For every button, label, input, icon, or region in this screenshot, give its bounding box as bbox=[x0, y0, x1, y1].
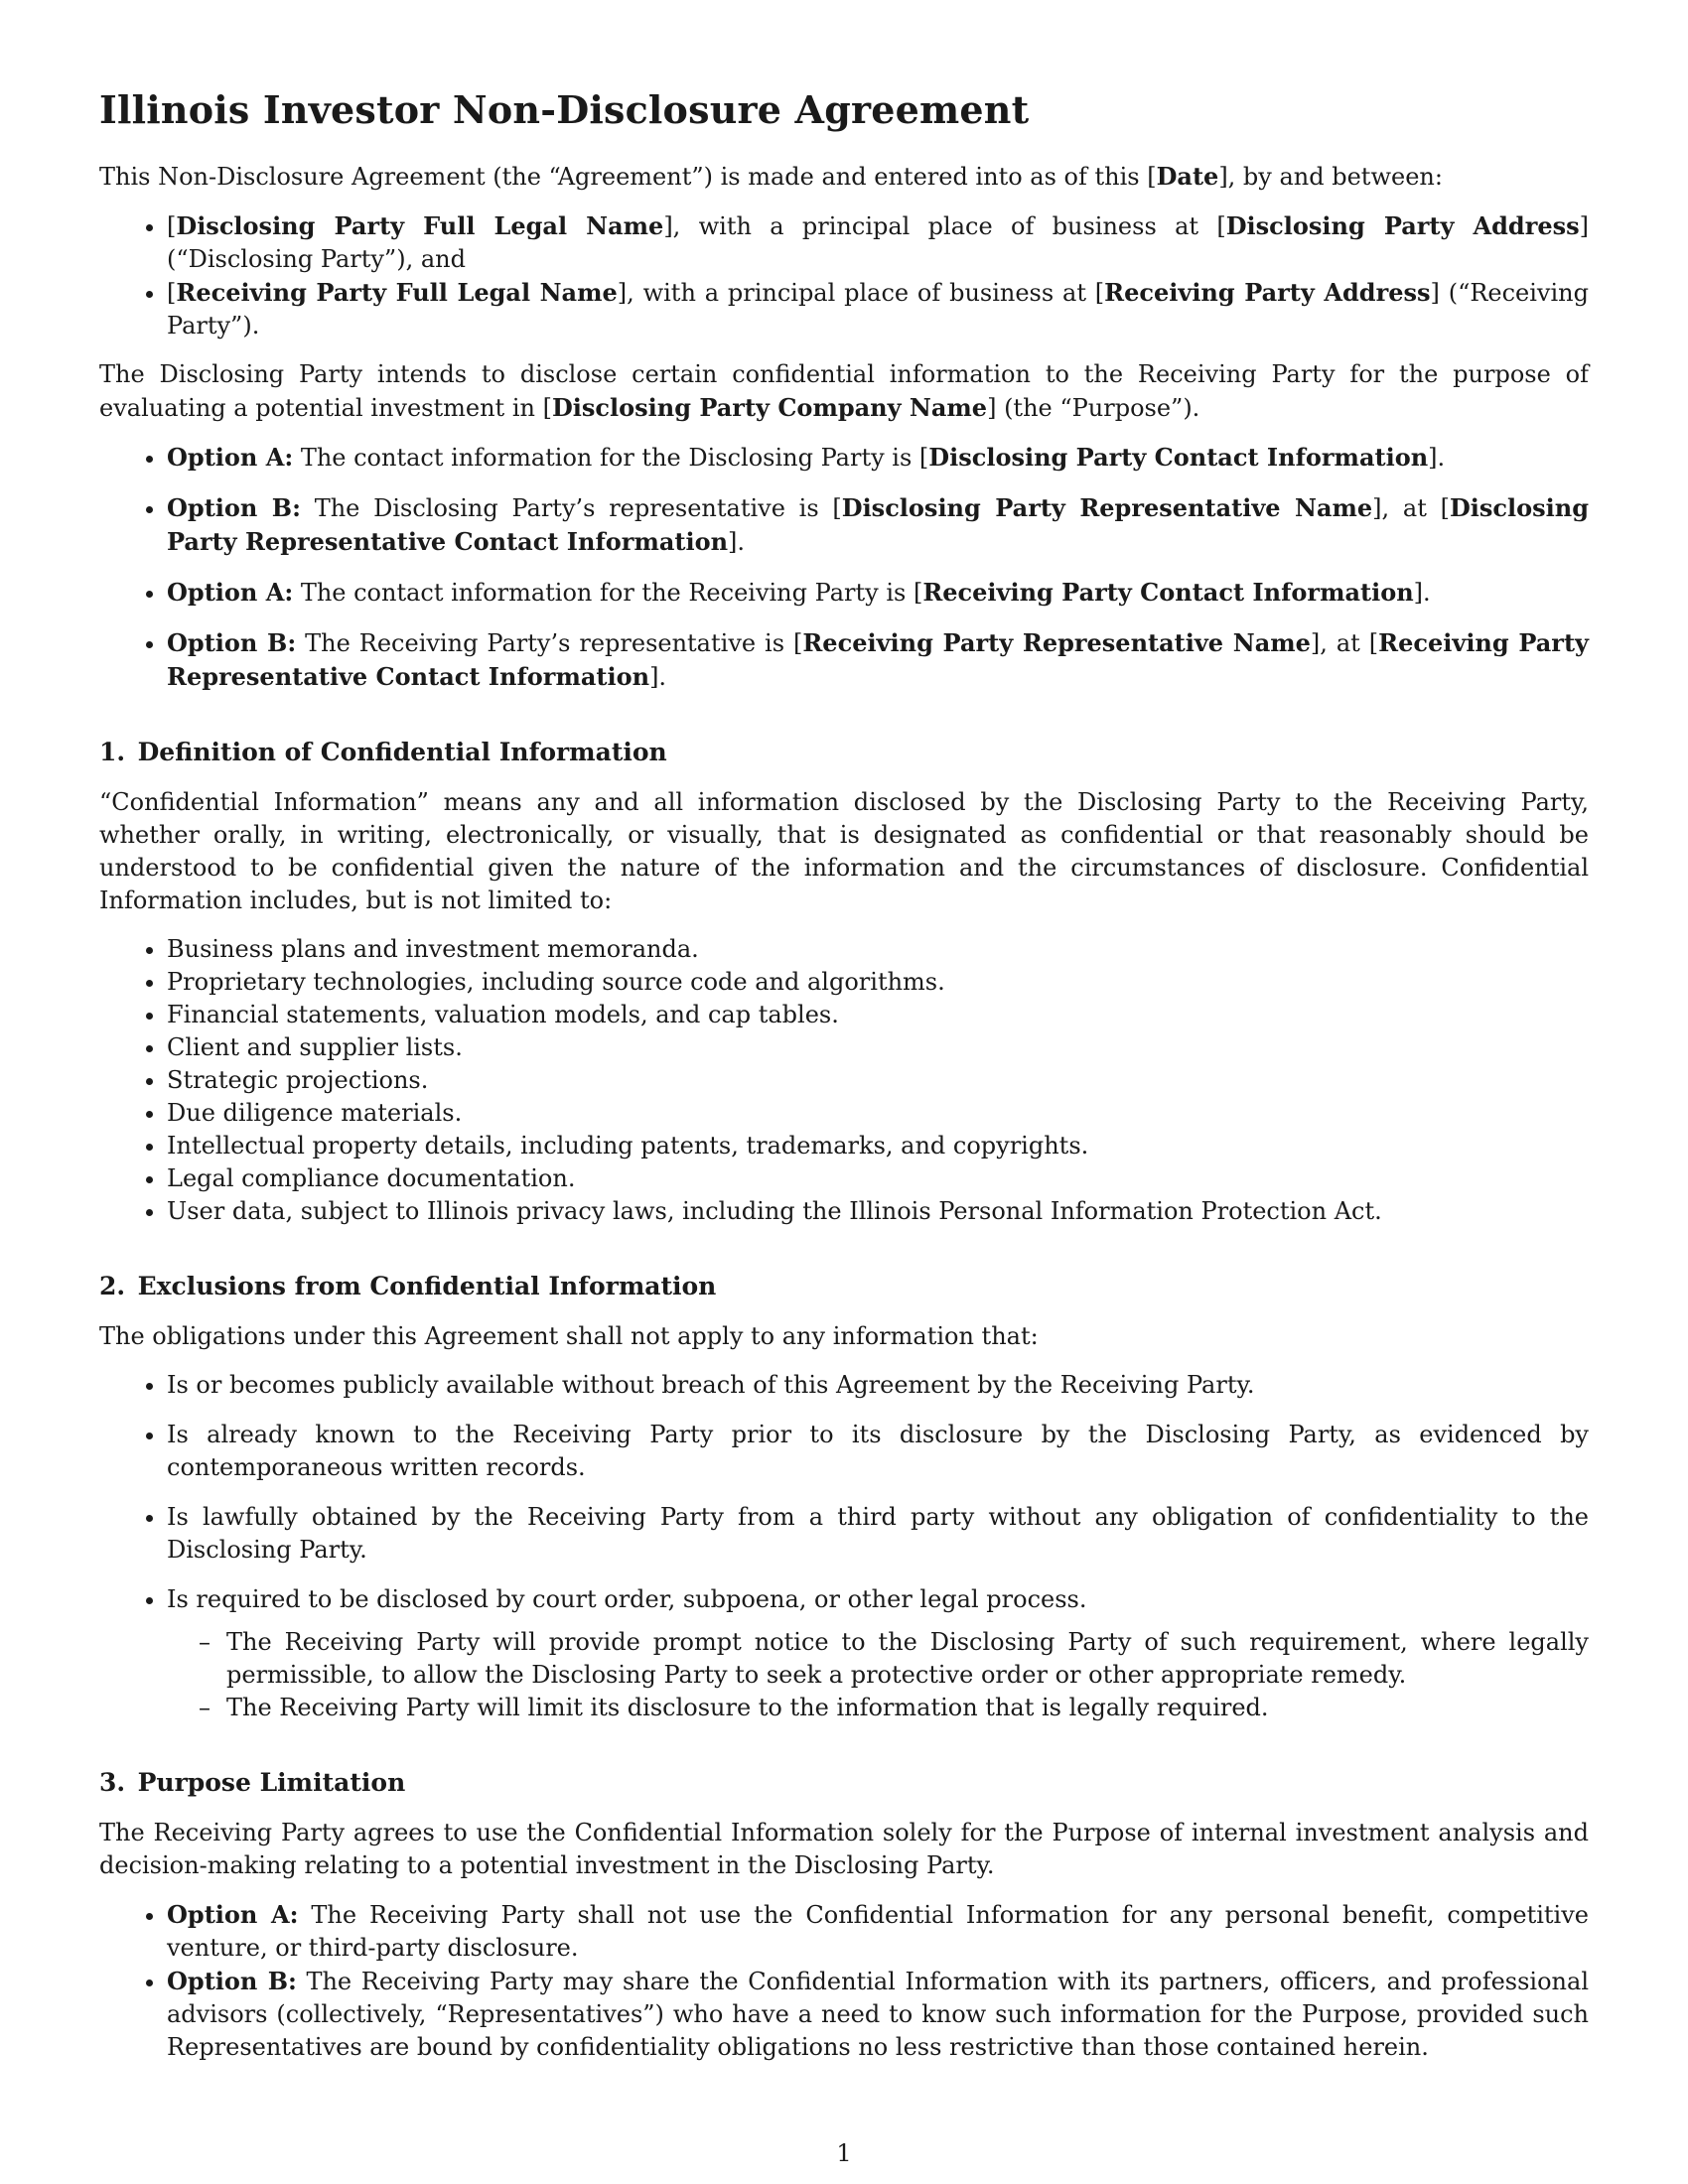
section-1-paragraph: “Confidential Information” means any and all information disclosed by the Disclosing Party to the Receiving Party, whether orally, in writing, electronically, or visually, that is designated as confidential or that reasonably should be understood to be confidential given the nature of the information and the circumstances of disclosure. Confidential Information includes, but is not limited to: bbox=[99, 788, 1589, 914]
document-page bbox=[99, 87, 1589, 2080]
contact-options-list bbox=[99, 441, 1589, 694]
section-2-list bbox=[99, 1369, 1589, 1724]
list-item: • Is or becomes publicly available without breach of this Agreement by the Receiving Party. bbox=[167, 1369, 1589, 1402]
list-item: • Is already known to the Receiving Party prior to its disclosure by the Disclosing Party, as evidenced by contemporaneous written records. bbox=[167, 1419, 1589, 1484]
list-item: • User data, subject to Illinois privacy laws, including the Illinois Personal Information Protection Act. bbox=[167, 1195, 1589, 1228]
section-3-paragraph: The Receiving Party agrees to use the Confidential Information solely for the Purpose of internal investment analysis and decision-making relating to a potential investment in the Disclosing Party. bbox=[99, 1819, 1589, 1879]
section-3-heading: 3. Purpose Limitation bbox=[99, 1768, 406, 1797]
list-item: • Due diligence materials. bbox=[167, 1097, 1589, 1130]
intro-paragraph: This Non-Disclosure Agreement (the “Agreement”) is made and entered into as of this [Date], by and between: bbox=[99, 162, 1443, 191]
sub-list-item: – The Receiving Party will limit its disclosure to the information that is legally required. bbox=[226, 1692, 1589, 1724]
section-1-list bbox=[99, 933, 1589, 1228]
list-item: • Is required to be disclosed by court order, subpoena, or other legal process. – The Receiving Party will provide prompt notice to the Disclosing Party of such requirement, where legally permissible, to allow the Disclosing Party to seek a protective order or other appropriate remedy. – The Receiving Party will limit its disclosure to the information that is legally required. bbox=[167, 1583, 1589, 1724]
list-item: • Business plans and investment memoranda. bbox=[167, 933, 1589, 966]
list-item: • Proprietary technologies, including source code and algorithms. bbox=[167, 966, 1589, 999]
list-item: • Option A: The contact information for the Disclosing Party is [Disclosing Party Contact Information]. bbox=[167, 441, 1589, 475]
parties-list bbox=[99, 209, 1589, 342]
section-2-sublist bbox=[167, 1626, 1589, 1724]
section-1-heading: 1. Definition of Confidential Information bbox=[99, 738, 667, 766]
list-item: • Strategic projections. bbox=[167, 1064, 1589, 1097]
list-item: • Is lawfully obtained by the Receiving Party from a third party without any obligation of confidentiality to the Disclosing Party. bbox=[167, 1501, 1589, 1567]
list-item: • Option A: The contact information for the Receiving Party is [Receiving Party Contact Information]. bbox=[167, 576, 1589, 610]
document-title: Illinois Investor Non-Disclosure Agreement bbox=[99, 87, 1030, 132]
section-2-paragraph: The obligations under this Agreement shall not apply to any information that: bbox=[99, 1322, 1039, 1350]
date-field: Date bbox=[1156, 162, 1219, 191]
list-item: • Option B: The Disclosing Party’s representative is [Disclosing Party Representative Name], at [Disclosing Party Representative Contact Information]. bbox=[167, 491, 1589, 559]
list-item: • Option B: The Receiving Party may share the Confidential Information with its partners, officers, and professional advisors (collectively, “Representatives”) who have a need to know such information for the Purpose, provided such Representatives are bound by confidentiality obligations no less restrictive than those contained herein. bbox=[167, 1965, 1589, 2064]
list-item: • Intellectual property details, including patents, trademarks, and copyrights. bbox=[167, 1130, 1589, 1162]
list-item: • Client and supplier lists. bbox=[167, 1031, 1589, 1064]
list-item: • Option B: The Receiving Party’s representative is [Receiving Party Representative Name], at [Receiving Party Representative Contact Information]. bbox=[167, 626, 1589, 694]
section-2-heading: 2. Exclusions from Confidential Information bbox=[99, 1272, 717, 1300]
list-item: • Legal compliance documentation. bbox=[167, 1162, 1589, 1195]
list-item: • [Receiving Party Full Legal Name], with a principal place of business at [Receiving Party Address] (“Receiving Party”). bbox=[167, 276, 1589, 342]
sub-list-item: – The Receiving Party will provide prompt notice to the Disclosing Party of such requirement, where legally permissible, to allow the Disclosing Party to seek a protective order or other appropriate remedy. bbox=[226, 1626, 1589, 1692]
section-3-list bbox=[99, 1898, 1589, 2064]
purpose-paragraph: The Disclosing Party intends to disclose certain confidential information to the Receiving Party for the purpose of evaluating a potential investment in [Disclosing Party Company Name] (the “Purpose”). bbox=[99, 360, 1589, 422]
page-number: 1 bbox=[836, 2139, 852, 2167]
list-item: • Option A: The Receiving Party shall not use the Confidential Information for any personal benefit, competitive venture, or third-party disclosure. bbox=[167, 1898, 1589, 1965]
list-item: • [Disclosing Party Full Legal Name], with a principal place of business at [Disclosing Party Address] (“Disclosing Party”), and bbox=[167, 209, 1589, 276]
list-item: • Financial statements, valuation models, and cap tables. bbox=[167, 999, 1589, 1031]
